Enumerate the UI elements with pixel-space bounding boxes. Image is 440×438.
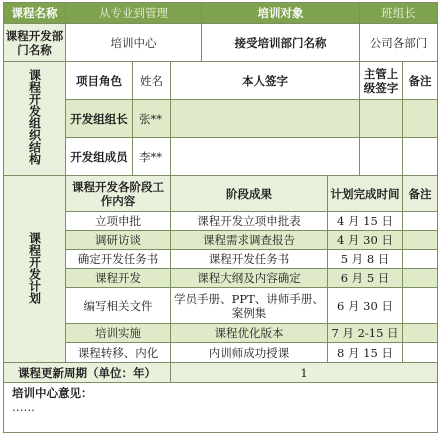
plan-time: 6 月 5 日 [328, 269, 403, 288]
opinion-field[interactable] [4, 383, 438, 433]
dev-dept-label: 课程开发部门名称 [4, 24, 66, 62]
col-stage: 课程开发各阶段工作内容 [66, 176, 171, 212]
update-cycle-value: 1 [171, 363, 438, 383]
plan-remark-cell[interactable] [403, 288, 438, 324]
plan-result: 课程优化版本 [171, 324, 328, 343]
plan-stage: 立项申批 [66, 212, 171, 231]
plan-row [4, 250, 438, 269]
plan-time: 4 月 30 日 [328, 231, 403, 250]
col-time: 计划完成时间 [328, 176, 403, 212]
plan-row [4, 343, 438, 363]
plan-row [4, 269, 438, 288]
col-result: 阶段成果 [171, 176, 328, 212]
org-section-text: 课程开发组织结构 [27, 69, 42, 165]
org-section-label [4, 62, 66, 176]
org-role: 开发组组长 [66, 100, 133, 138]
plan-stage: 确定开发任务书 [66, 250, 171, 269]
plan-remark-cell[interactable] [403, 324, 438, 343]
col-signature: 本人签字 [171, 62, 360, 100]
course-name-value: 从专业到管理 [66, 3, 202, 24]
opinion-row [4, 383, 438, 433]
plan-header-row [4, 176, 438, 212]
org-remark-cell[interactable] [403, 138, 438, 176]
plan-time: 6 月 30 日 [328, 288, 403, 324]
update-cycle-row [4, 363, 438, 383]
plan-row [4, 212, 438, 231]
plan-row [4, 324, 438, 343]
target-value: 班组长 [360, 3, 438, 24]
plan-time: 5 月 8 日 [328, 250, 403, 269]
update-cycle-label: 课程更新周期（单位：年） [4, 363, 171, 383]
dept-row [4, 24, 438, 62]
receiving-dept-label: 接受培训部门名称 [202, 24, 360, 62]
plan-section-label [4, 176, 66, 363]
plan-stage: 课程转移、内化 [66, 343, 171, 363]
col-org-remark: 备注 [403, 62, 438, 100]
plan-row [4, 288, 438, 324]
org-signature-cell[interactable] [171, 138, 360, 176]
plan-remark-cell[interactable] [403, 343, 438, 363]
plan-remark-cell[interactable] [403, 269, 438, 288]
header-row [4, 3, 438, 24]
org-role: 开发组成员 [66, 138, 133, 176]
dev-dept-value: 培训中心 [66, 24, 202, 62]
col-supervisor-sign: 主管上级签字 [360, 62, 403, 100]
plan-stage: 编写相关文件 [66, 288, 171, 324]
course-development-form [3, 2, 438, 433]
plan-section-text: 课程开发计划 [27, 231, 42, 304]
org-name: 张** [133, 100, 171, 138]
plan-result: 学员手册、PPT、讲师手册、案例集 [171, 288, 328, 324]
opinion-label: 培训中心意见： [12, 386, 93, 400]
plan-remark-cell[interactable] [403, 231, 438, 250]
org-signature-cell[interactable] [171, 100, 360, 138]
plan-result: 课程需求调查报告 [171, 231, 328, 250]
col-name: 姓名 [133, 62, 171, 100]
plan-result: 课程开发任务书 [171, 250, 328, 269]
col-plan-remark: 备注 [403, 176, 438, 212]
plan-result: 内训师成功授课 [171, 343, 328, 363]
plan-result: 课程开发立项申批表 [171, 212, 328, 231]
plan-result: 课程大纲及内容确定 [171, 269, 328, 288]
plan-time: 8 月 15 日 [328, 343, 403, 363]
course-name-label: 课程名称 [4, 3, 66, 24]
org-name: 李** [133, 138, 171, 176]
opinion-placeholder: …… [12, 400, 35, 414]
plan-remark-cell[interactable] [403, 212, 438, 231]
receiving-dept-value: 公司各部门 [360, 24, 438, 62]
plan-row [4, 231, 438, 250]
plan-stage: 课程开发 [66, 269, 171, 288]
org-row [4, 100, 438, 138]
org-row [4, 138, 438, 176]
plan-stage: 培训实施 [66, 324, 171, 343]
plan-time: 4 月 15 日 [328, 212, 403, 231]
col-role: 项目角色 [66, 62, 133, 100]
org-supervisor-cell[interactable] [360, 100, 403, 138]
plan-stage: 调研访谈 [66, 231, 171, 250]
target-label: 培训对象 [202, 3, 360, 24]
org-remark-cell[interactable] [403, 100, 438, 138]
org-header-row [4, 62, 438, 100]
plan-remark-cell[interactable] [403, 250, 438, 269]
org-supervisor-cell[interactable] [360, 138, 403, 176]
plan-time: 7 月 2-15 日 [328, 324, 403, 343]
